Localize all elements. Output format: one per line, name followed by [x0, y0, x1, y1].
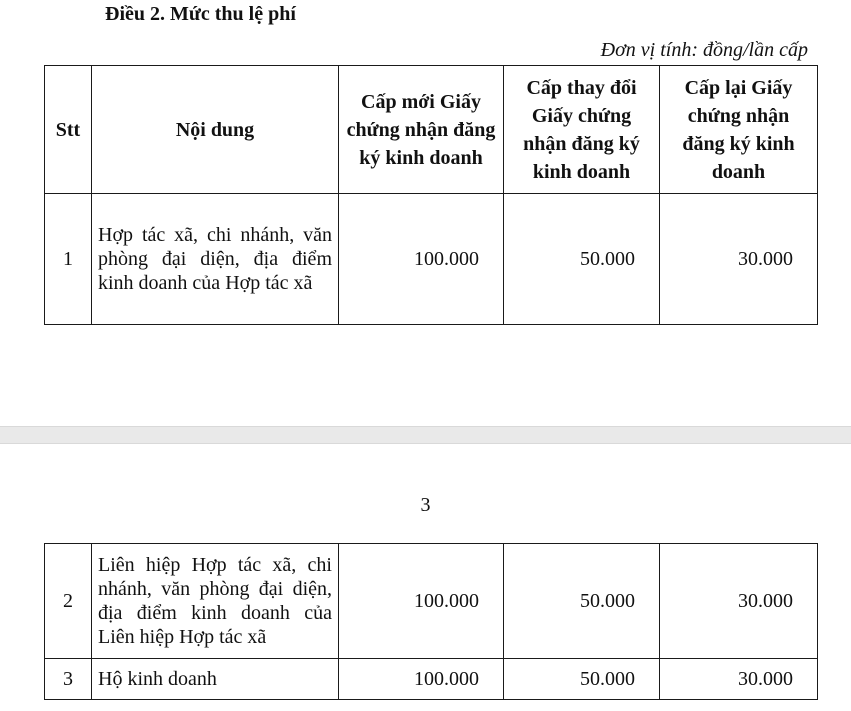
row-stt: 2: [45, 544, 92, 659]
row-fee-reissue: 30.000: [660, 659, 818, 700]
row-content: Hợp tác xã, chi nhánh, văn phòng đại diện, địa điểm kinh doanh của Hợp tác xã: [92, 194, 339, 325]
table-header-row: [45, 66, 818, 194]
table-row: [45, 194, 818, 325]
row-fee-new: 100.000: [339, 659, 504, 700]
row-fee-change: 50.000: [504, 659, 660, 700]
header-change-certificate: Cấp thay đổi Giấy chứng nhận đăng ký kinh doanh: [504, 66, 660, 194]
article-heading: Điều 2. Mức thu lệ phí: [105, 3, 296, 25]
row-stt: 3: [45, 659, 92, 700]
row-content: Liên hiệp Hợp tác xã, chi nhánh, văn phòng đại diện, địa điểm kinh doanh của Liên hiệp Hợp tác xã: [92, 544, 339, 659]
fee-table-page-1: [44, 65, 818, 325]
page-separator: [0, 426, 851, 444]
row-fee-reissue: 30.000: [660, 194, 818, 325]
table-row: [45, 659, 818, 700]
page-number: 3: [420, 494, 431, 516]
row-stt: 1: [45, 194, 92, 325]
row-fee-change: 50.000: [504, 544, 660, 659]
row-fee-new: 100.000: [339, 544, 504, 659]
table-row: [45, 544, 818, 659]
fee-table-page-2: [44, 543, 818, 700]
row-content: Hộ kinh doanh: [92, 659, 339, 700]
header-stt: Stt: [45, 66, 92, 194]
unit-note: Đơn vị tính: đồng/lần cấp: [600, 39, 808, 61]
row-fee-reissue: 30.000: [660, 544, 818, 659]
header-content: Nội dung: [92, 66, 339, 194]
row-fee-new: 100.000: [339, 194, 504, 325]
header-reissue-certificate: Cấp lại Giấy chứng nhận đăng ký kinh doanh: [660, 66, 818, 194]
row-fee-change: 50.000: [504, 194, 660, 325]
header-new-certificate: Cấp mới Giấy chứng nhận đăng ký kinh doanh: [339, 66, 504, 194]
